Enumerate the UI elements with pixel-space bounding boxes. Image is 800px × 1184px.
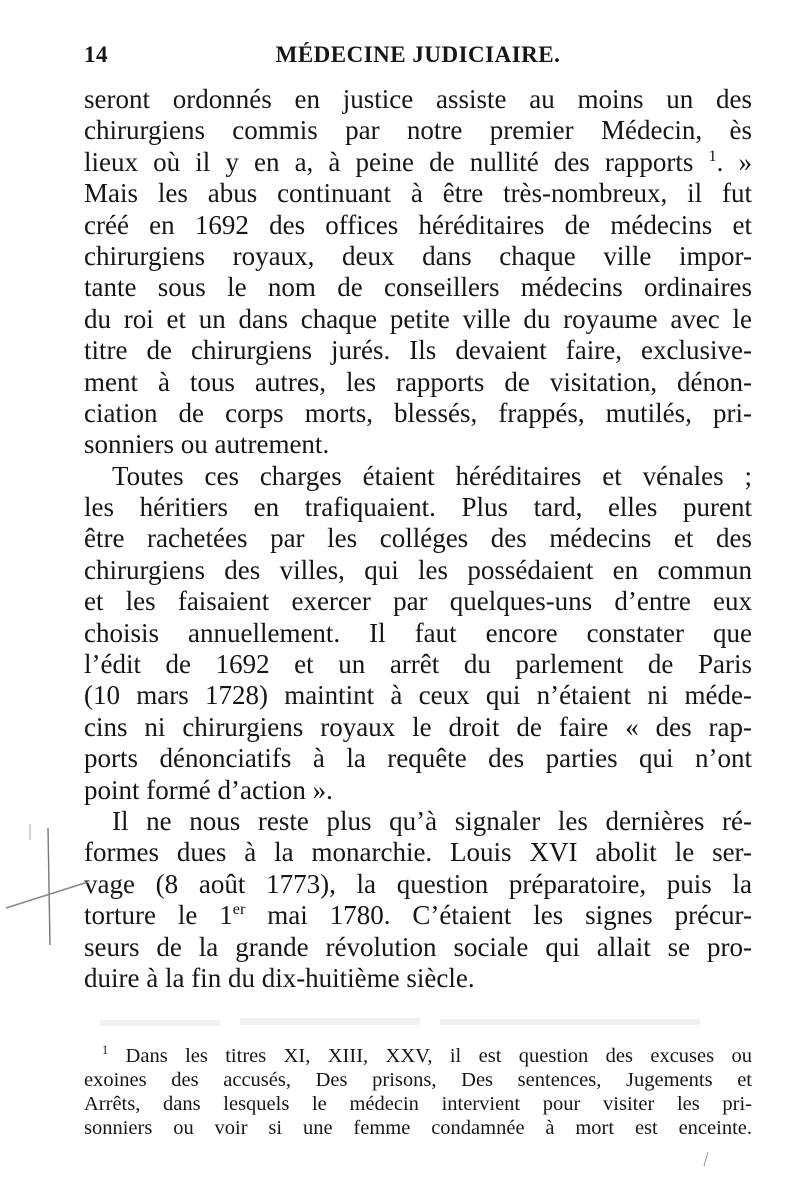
running-title: MÉDECINE JUDICIAIRE.	[275, 42, 561, 67]
text-line: être rachetées par les colléges des médecins et des	[84, 523, 752, 554]
text-line: créé en 1692 des offices héréditaires de médecins et	[84, 209, 752, 240]
footnote-line	[84, 1044, 752, 1068]
text-line: du roi et un dans chaque petite ville du royaume avec le	[84, 303, 752, 334]
text-line: l’édit de 1692 et un arrêt du parlement de Paris	[84, 649, 752, 680]
text-line	[84, 147, 752, 178]
text-line: Mais les abus continuant à être très-nombreux, il fut	[84, 178, 752, 209]
paragraph-2	[84, 461, 752, 806]
text-line: Toutes ces charges étaient héréditaires et vénales ;	[112, 460, 752, 491]
pencil-cross-mark	[0, 820, 100, 950]
text-line: chirurgiens royaux, deux dans chaque ville impor-	[84, 240, 752, 271]
footnote-line: sonniers ou voir si une femme condamnée à mort est enceinte.	[84, 1117, 752, 1139]
text-line: les héritiers en trafiquaient. Plus tard, elles purent	[84, 492, 752, 523]
text-line: point formé d’action ».	[84, 774, 333, 805]
text-line: ment à tous autres, les rapports de visitation, dénon-	[84, 366, 752, 397]
footnote-reference: 1	[708, 146, 717, 165]
text-line: ports dénonciatifs à la requête des parties qui n’ont	[84, 743, 752, 774]
paragraph-1	[84, 84, 752, 461]
text-line: formes dues à la monarchie. Louis XVI abolit le ser-	[84, 837, 752, 868]
paragraph-3	[84, 806, 752, 994]
text-line: ciation de corps morts, blessés, frappés, mutilés, pri-	[84, 397, 752, 428]
body-text	[84, 84, 752, 994]
text-line: tante sous le nom de conseillers médecins ordinaires	[84, 272, 752, 303]
text-line: (10 mars 1728) maintint à ceux qui n’étaient ni méde-	[84, 680, 752, 711]
text-line: cins ni chirurgiens royaux le droit de faire « des rap-	[84, 711, 752, 742]
text-segment: mai 1780. C’étaient les signes précur-	[245, 900, 752, 931]
footnote-line: exoines des accusés, Des prisons, Des sentences, Jugements et	[84, 1069, 752, 1091]
footnote	[84, 1044, 752, 1140]
text-line: choisis annuellement. Il faut encore constater que	[84, 617, 752, 648]
text-line: sonniers ou autrement.	[84, 429, 330, 460]
footnote-marker: 1	[102, 1043, 109, 1058]
text-line: chirurgiens des villes, qui les possédaient en commun	[84, 554, 752, 585]
text-segment: lieux où il y en a, à peine de nullité des rapports	[84, 146, 694, 177]
footnote-line: Arrêts, dans lesquels le médecin intervient pour visiter les pri-	[84, 1093, 752, 1115]
text-line: seront ordonnés en justice assiste au moins un des	[84, 84, 752, 114]
ordinal-superscript: er	[232, 900, 246, 919]
page-header	[84, 42, 752, 76]
text-line: seurs de la grande révolution sociale qui allait se pro-	[84, 931, 752, 962]
text-line	[84, 900, 752, 931]
text-segment: Dans les titres XI, XIII, XXV, il est question des excuses ou	[125, 1045, 752, 1067]
text-segment: torture le 1	[84, 900, 233, 931]
text-line: chirurgiens commis par notre premier Médecin, ès	[84, 115, 752, 146]
text-segment: . »	[716, 146, 753, 177]
text-line: duire à la fin du dix-huitième siècle.	[84, 962, 475, 993]
text-line: vage (8 août 1773), la question préparatoire, puis la	[84, 868, 752, 899]
stray-pencil-mark	[700, 1150, 712, 1168]
bleed-through-texture	[90, 1010, 750, 1034]
text-line: titre de chirurgiens jurés. Ils devaient faire, exclusive-	[84, 335, 752, 366]
text-line: et les faisaient exercer par quelques-uns d’entre eux	[84, 586, 752, 617]
text-line: Il ne nous reste plus qu’à signaler les dernières ré-	[112, 805, 752, 836]
page-number: 14	[84, 42, 108, 67]
